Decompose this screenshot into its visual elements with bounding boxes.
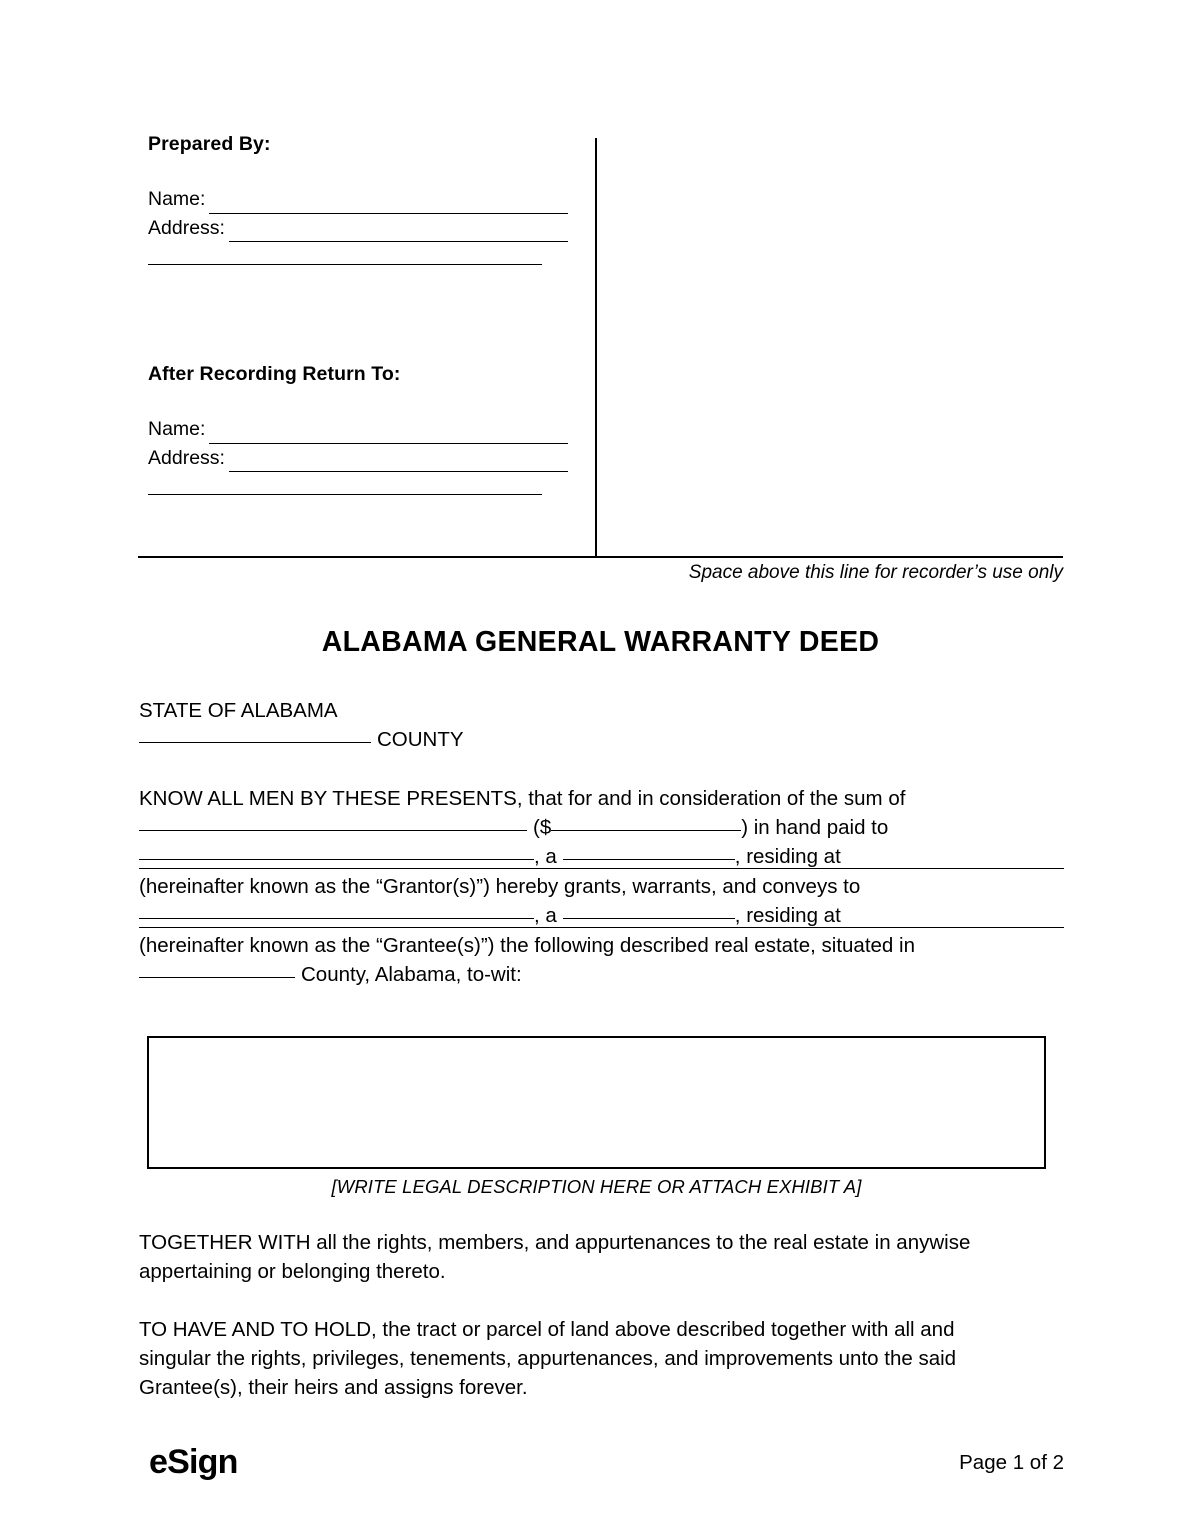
after-recording-address-label: Address: (148, 446, 225, 469)
state-of-alabama-label: STATE OF ALABAMA (139, 699, 338, 722)
legal-description-box[interactable] (147, 1036, 1046, 1169)
after-recording-name-input[interactable] (209, 424, 568, 444)
prepared-by-address-row (148, 214, 568, 242)
after-recording-heading: After Recording Return To: (148, 363, 401, 385)
consideration-words-input[interactable] (139, 830, 527, 831)
grantor-residing-at-label: , residing at (734, 845, 841, 868)
page-title: ALABAMA GENERAL WARRANTY DEED (321, 626, 880, 658)
grantee-name-input[interactable] (139, 918, 534, 919)
grantee-definition-line (139, 931, 1064, 960)
property-county-line (139, 960, 1064, 989)
property-county-input[interactable] (139, 977, 295, 978)
esign-logo: eSign (149, 1443, 238, 1481)
grantor-entity-type-input[interactable] (563, 859, 735, 860)
prepared-by-name-row (148, 185, 568, 213)
recorder-bottom-rule (138, 556, 1063, 558)
recorder-use-caption: Space above this line for recorder’s use only (688, 562, 1063, 583)
grantee-address-input[interactable] (139, 927, 1064, 928)
after-recording-section (148, 364, 568, 495)
grantor-name-input[interactable] (139, 859, 534, 860)
prepared-by-section (148, 134, 568, 265)
dollar-open-label: ($ (533, 816, 552, 839)
grantee-entity-type-input[interactable] (563, 918, 735, 919)
grantor-name-line (139, 842, 1064, 871)
county-suffix-label: COUNTY (377, 728, 464, 751)
property-county-label: County, Alabama, to-wit: (301, 963, 522, 986)
grantee-definition-text: (hereinafter known as the “Grantee(s)”) the following described real estate, situated in (139, 934, 915, 957)
consideration-amount-line (139, 813, 1064, 842)
prepared-by-name-input[interactable] (209, 194, 568, 214)
presents-intro-line (139, 784, 1064, 813)
to-have-and-to-hold-paragraph: TO HAVE AND TO HOLD, the tract or parcel of land above described together with all and singular the rights, privileges, tenements, appurtenances, and improvements unto the said Grantee(s), their heirs and assigns forever. (139, 1318, 957, 1399)
state-of-alabama-line (139, 696, 1064, 725)
recorder-header-block (138, 134, 1063, 558)
prepared-by-address-line2-input[interactable] (148, 264, 542, 265)
grantee-comma-a-label: , a (534, 904, 557, 927)
recorder-vertical-divider (595, 138, 597, 558)
grantee-residing-at-label: , residing at (734, 904, 841, 927)
closing-paragraphs (139, 1228, 1029, 1402)
prepared-by-name-label: Name: (148, 188, 206, 211)
legal-description-caption: [WRITE LEGAL DESCRIPTION HERE OR ATTACH EXHIBIT A] (331, 1176, 862, 1197)
county-input[interactable] (139, 742, 371, 743)
together-with-paragraph: TOGETHER WITH all the rights, members, and appurtenances to the real estate in anywise appertaining or belonging thereto. (139, 1231, 971, 1283)
page-number: Page 1 of 2 (959, 1450, 1064, 1474)
county-line (139, 725, 1064, 754)
prepared-by-address-input[interactable] (229, 222, 568, 242)
grantor-definition-line (139, 872, 1064, 901)
grantor-definition-text: (hereinafter known as the “Grantor(s)”) hereby grants, warrants, and conveys to (139, 875, 861, 898)
after-recording-name-row (148, 415, 568, 443)
after-recording-address-row (148, 444, 568, 472)
prepared-by-heading: Prepared By: (148, 133, 271, 155)
dollar-close-label: ) in hand paid to (741, 816, 889, 839)
presents-intro-text: KNOW ALL MEN BY THESE PRESENTS, that for and in consideration of the sum of (139, 787, 906, 810)
deed-body (139, 696, 1064, 989)
grantor-comma-a-label: , a (534, 845, 557, 868)
after-recording-address-line2-input[interactable] (148, 494, 542, 495)
after-recording-name-label: Name: (148, 418, 206, 441)
consideration-amount-input[interactable] (551, 830, 741, 831)
grantor-address-input[interactable] (139, 868, 1064, 869)
grantee-name-line (139, 901, 1064, 930)
after-recording-address-input[interactable] (229, 452, 568, 472)
prepared-by-address-label: Address: (148, 216, 225, 239)
page-footer (139, 1443, 1064, 1482)
